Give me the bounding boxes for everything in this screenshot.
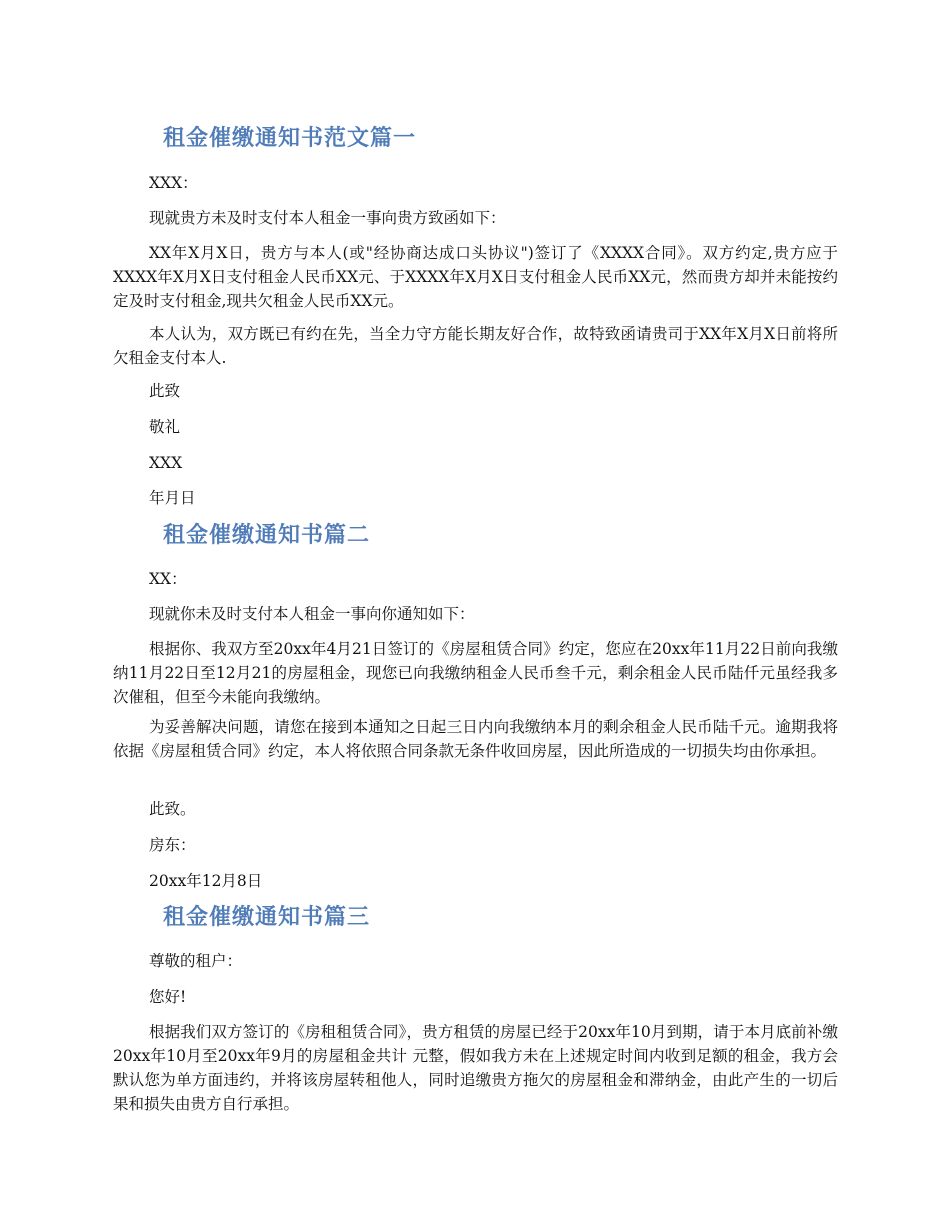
section-2-paragraph-2: 为妥善解决问题，请您在接到本通知之日起三日内向我缴纳本月的剩余租金人民币陆千元。逾期我将依据《房屋租赁合同》约定，本人将依照合同条款无条件收回房屋，因此所造成的一切损失均由你承担。 <box>113 718 838 760</box>
section-1-paragraph-1: XX年X月X日，贵方与本人(或"经协商达成口头协议")签订了《XXXX合同》。双方约定,贵方应于XXXX年X月X日支付租金人民币XX元、于XXXX年X月X日支付租金人民币XX元，然而贵方却并未能按约定及时支付租金,现共欠租金人民币XX元。 <box>113 244 838 310</box>
section-1-closing-2: 敬礼 <box>149 418 181 436</box>
section-1-paragraph-2: 本人认为，双方既已有约在先，当全力守方能长期友好合作，故特致函请贵司于XX年X月X日前将所欠租金支付本人. <box>113 325 838 367</box>
section-3-title: 租金催缴通知书篇三 <box>163 905 371 930</box>
section-2-intro: 现就你未及时支付本人租金一事向你通知如下： <box>149 605 475 623</box>
section-1-intro: 现就贵方未及时支付本人租金一事向贵方致函如下： <box>149 209 506 227</box>
section-1-signature: XXX <box>149 454 183 472</box>
section-3-salutation: 尊敬的租户： <box>149 952 243 970</box>
section-1-closing-1: 此致 <box>149 382 181 400</box>
section-2-title: 租金催缴通知书篇二 <box>163 523 371 548</box>
section-1-date: 年月日 <box>149 489 196 507</box>
section-2-paragraph-1: 根据你、我双方至20xx年4月21日签订的《房屋租赁合同》约定，您应在20xx年11月22日前向我缴纳11月22日至12月21的房屋租金，现您已向我缴纳租金人民币叁千元，剩余租金人民币陆仟元虽经我多次催租，但至今未能向我缴纳。 <box>113 640 838 706</box>
section-2-closing: 此致。 <box>149 800 196 818</box>
section-1-salutation: XXX： <box>149 174 198 192</box>
section-3-greeting: 您好! <box>149 988 187 1006</box>
section-1-title: 租金催缴通知书范文篇一 <box>163 126 417 151</box>
section-2-landlord: 房东： <box>149 836 196 854</box>
section-3-paragraph-1: 根据我们双方签订的《房租租赁合同》，贵方租赁的房屋已经于20xx年10月到期，请于本月底前补缴20xx年10月至20xx年9月的房屋租金共计 元整，假如我方未在上述规定时间内收到足额的租金，我方会默认您为单方面违约，并将该房屋转租他人，同时追缴贵方拖欠的房屋租金和滞纳金，由此产生的一切后果和损失由贵方自行承担。 <box>113 1023 838 1113</box>
section-2-date: 20xx年12月8日 <box>149 872 263 890</box>
section-2-salutation: XX： <box>149 570 187 588</box>
